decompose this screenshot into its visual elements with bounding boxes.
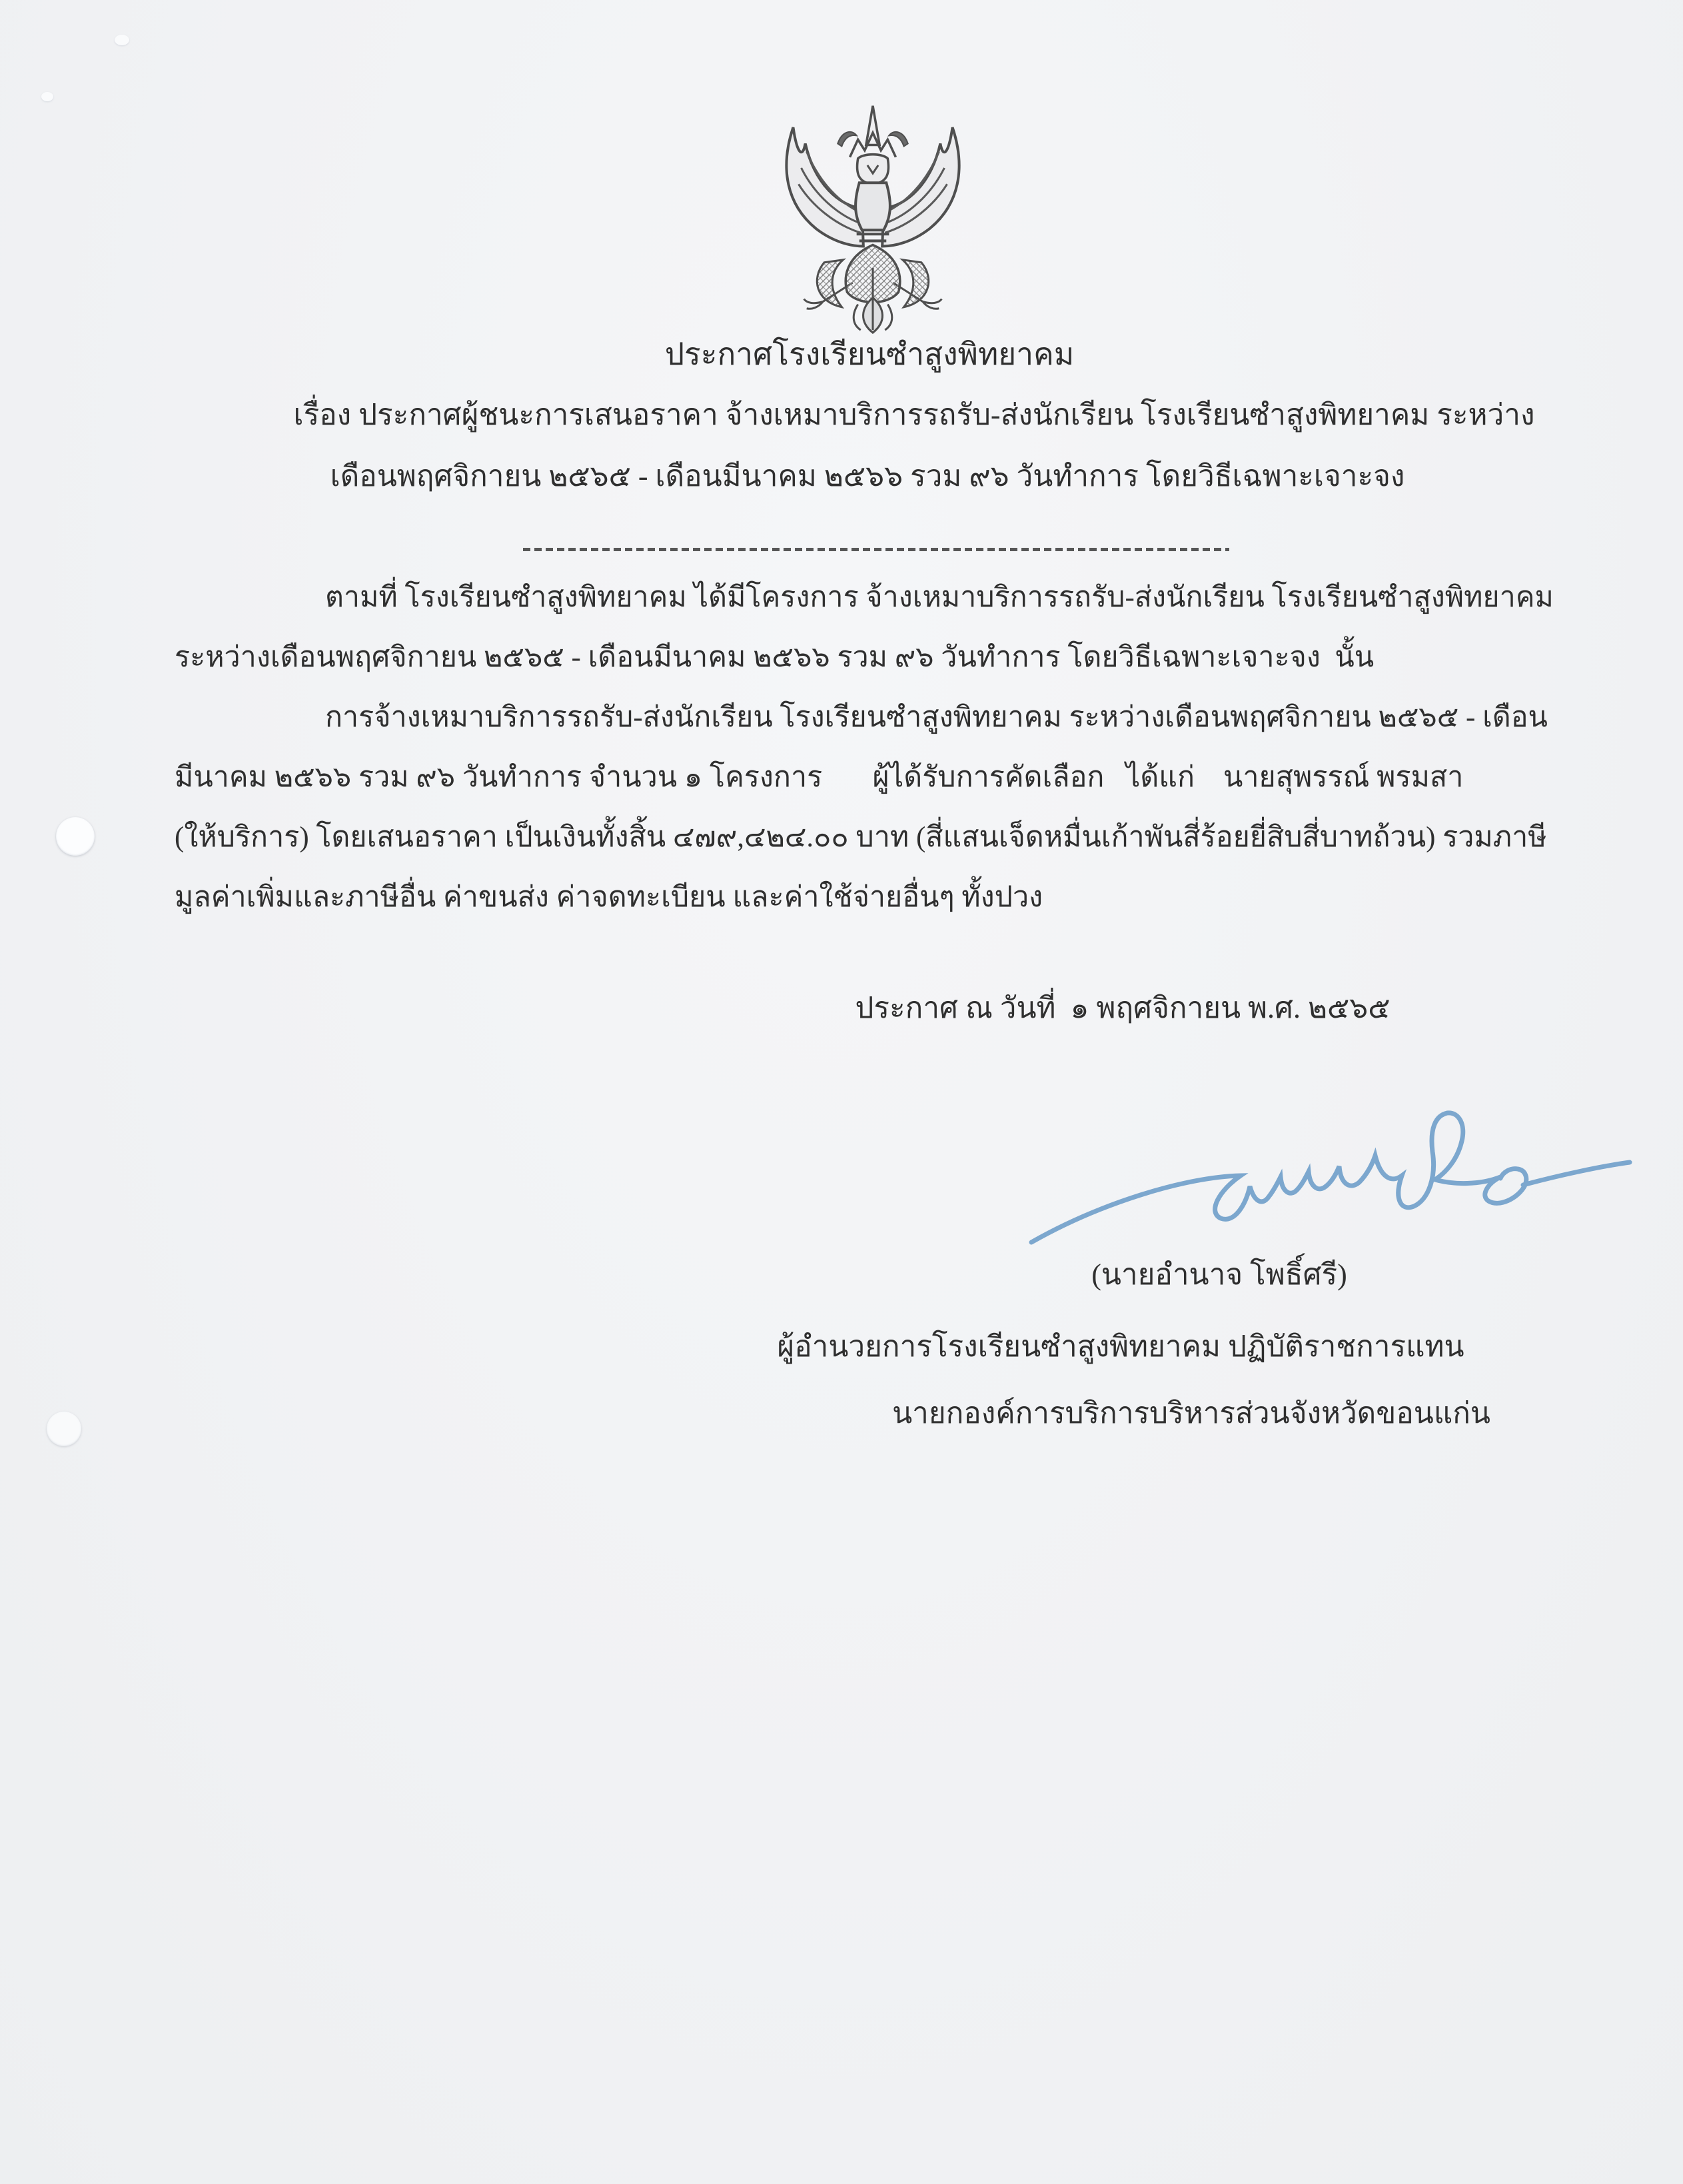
page-title: ประกาศโรงเรียนซำสูงพิทยาคม (664, 337, 1075, 371)
signer-title-2: นายกองค์การบริการบริหารส่วนจังหวัดขอนแก่น (892, 1397, 1490, 1430)
subject-line-2: เดือนพฤศจิกายน ๒๕๖๕ - เดือนมีนาคม ๒๕๖๖ รวม ๙๖ วันทำการ โดยวิธีเฉพาะเจาะจง (330, 460, 1405, 493)
hole-punch-mark-bottom (47, 1412, 81, 1446)
hole-punch-mark-top (56, 817, 95, 856)
garuda-emblem-icon (772, 101, 974, 339)
announcement-date-line: ประกาศ ณ วันที่ ๑ พฤศจิกายน พ.ศ. ๒๕๖๕ (855, 992, 1391, 1024)
staple-crease-mark (41, 92, 53, 101)
body-para1-line1: ตามที่ โรงเรียนซำสูงพิทยาคม ได้มีโครงการ จ้างเหมาบริการรถรับ-ส่งนักเรียน โรงเรียนซำสูงพิทยาคม (325, 582, 1554, 613)
signature-icon (1019, 1098, 1639, 1252)
body-para2-line4: มูลค่าเพิ่มและภาษีอื่น ค่าขนส่ง ค่าจดทะเบียน และค่าใช้จ่ายอื่นๆ ทั้งปวง (175, 882, 1043, 913)
body-para1-line2: ระหว่างเดือนพฤศจิกายน ๒๕๖๕ - เดือนมีนาคม ๒๕๖๖ รวม ๙๖ วันทำการ โดยวิธีเฉพาะเจาะจง นั้น (175, 642, 1375, 673)
body-para2-line2: มีนาคม ๒๕๖๖ รวม ๙๖ วันทำการ จำนวน ๑ โครงการ ผู้ได้รับการคัดเลือก ได้แก่ นายสุพรรณ์ พรมสา (175, 762, 1464, 793)
signer-name: (นายอำนาจ โพธิ์ศรี) (1091, 1258, 1347, 1291)
subject-line-1: เรื่อง ประกาศผู้ชนะการเสนอราคา จ้างเหมาบริการรถรับ-ส่งนักเรียน โรงเรียนซำสูงพิทยาคม ระหว่าง (293, 399, 1535, 431)
signer-title-1: ผู้อำนวยการโรงเรียนซำสูงพิทยาคม ปฏิบัติราชการแทน (777, 1330, 1464, 1363)
body-para2-line1: การจ้างเหมาบริการรถรับ-ส่งนักเรียน โรงเรียนซำสูงพิทยาคม ระหว่างเดือนพฤศจิกายน ๒๕๖๕ - เดือน (325, 702, 1548, 733)
body-para2-line3: (ให้บริการ) โดยเสนอราคา เป็นเงินทั้งสิ้น ๔๗๙,๔๒๔.๐๐ บาท (สี่แสนเจ็ดหมื่นเก้าพันสี่ร้อยยี่สิบสี่บาทถ้วน) รวมภาษี (175, 822, 1547, 853)
dashed-divider (523, 548, 1229, 551)
staple-crease-mark (115, 35, 129, 45)
